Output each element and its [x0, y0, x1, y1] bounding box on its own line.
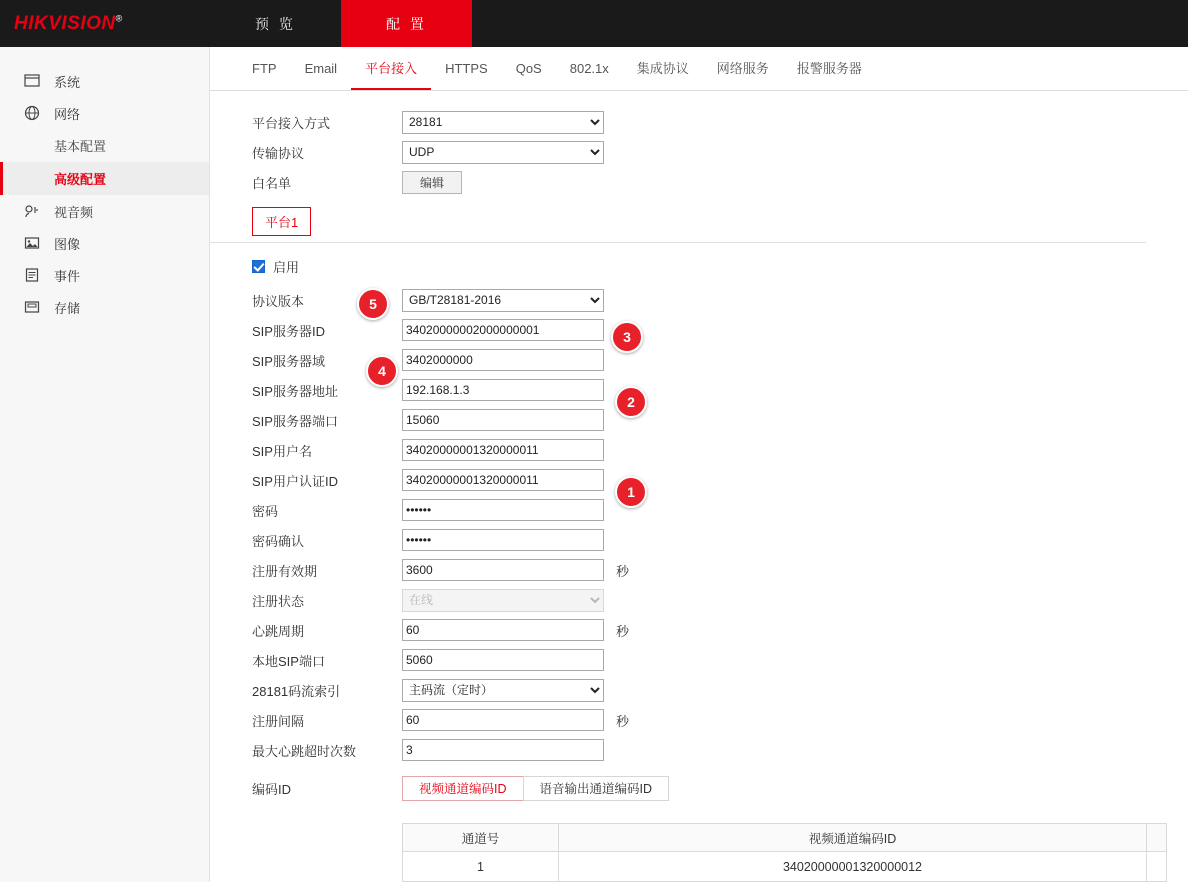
callout-badge-5: 5 [357, 288, 389, 320]
field-whitelist [252, 167, 1188, 197]
register-valid-period-input[interactable] [402, 559, 604, 581]
local-sip-port-input[interactable] [402, 649, 604, 671]
stream-index-select[interactable] [402, 679, 604, 702]
top-tab-preview[interactable]: 预 览 [255, 15, 296, 32]
sip-server-port-input[interactable] [402, 409, 604, 431]
code-id-tab-video-channel[interactable]: 视频通道编码ID [402, 776, 524, 801]
top-tab-configuration[interactable]: 配 置 [341, 0, 472, 47]
logo-registered-mark: ® [115, 13, 123, 24]
field-label: SIP用户名 [252, 443, 312, 459]
sidebar-subitem-advanced-config[interactable]: 高级配置 [0, 162, 209, 195]
field-label: 密码确认 [252, 533, 305, 549]
tab-platform-access[interactable]: 平台接入 [351, 48, 431, 90]
field-label: SIP服务器端口 [252, 413, 338, 429]
cell-video-channel-id: 34020000001320000012 [559, 852, 1147, 882]
max-heartbeat-timeout-input[interactable] [402, 739, 604, 761]
top-bar [0, 0, 1188, 47]
unit-label: 秒 [616, 623, 630, 639]
tab-8021x[interactable]: 802.1x [569, 61, 609, 76]
field-register-valid-period [252, 555, 1188, 585]
field-stream-index [252, 675, 1188, 705]
transport-protocol-select[interactable] [402, 141, 604, 164]
sidebar-item-video-audio[interactable] [0, 195, 209, 227]
field-label: SIP服务器域 [252, 353, 325, 369]
field-register-interval [252, 705, 1188, 735]
divider [210, 242, 1146, 243]
unit-label: 秒 [616, 713, 630, 729]
sidebar-item-storage[interactable] [0, 291, 209, 323]
password-input[interactable] [402, 499, 604, 521]
event-icon [22, 265, 42, 285]
code-id-table [402, 823, 1167, 882]
register-interval-input[interactable] [402, 709, 604, 731]
table-row[interactable] [403, 852, 1167, 882]
field-label: 28181码流索引 [252, 683, 341, 699]
tab-qos[interactable]: QoS [515, 61, 542, 76]
content-panel [210, 47, 1188, 882]
globe-icon [22, 103, 42, 123]
tab-integration-protocol[interactable]: 集成协议 [636, 61, 689, 76]
field-access-mode [252, 107, 1188, 137]
field-password-confirm [252, 525, 1188, 555]
tab-ftp[interactable]: FTP [252, 61, 277, 76]
table-header-video-channel-id: 视频通道编码ID [559, 824, 1147, 852]
sidebar-subitem-basic-config[interactable]: 基本配置 [54, 139, 107, 154]
image-icon [22, 233, 42, 253]
platform-tab-group [252, 207, 1188, 236]
storage-icon [22, 297, 42, 317]
field-password [252, 495, 1188, 525]
tab-email[interactable]: Email [304, 61, 338, 76]
sip-server-id-input[interactable] [402, 319, 604, 341]
field-heartbeat-cycle [252, 615, 1188, 645]
register-status-select [402, 589, 604, 612]
field-max-heartbeat-timeout [252, 735, 1188, 765]
tab-network-service[interactable]: 网络服务 [716, 61, 769, 76]
whitelist-edit-button[interactable]: 编辑 [402, 171, 462, 194]
sidebar-item-system[interactable] [0, 65, 209, 97]
code-id-tab-audio-output[interactable]: 语音输出通道编码ID [523, 776, 670, 801]
tab-https[interactable]: HTTPS [445, 61, 488, 76]
sidebar-item-label: 事件 [54, 268, 81, 284]
field-code-id [252, 765, 1188, 811]
field-sip-server-id [252, 315, 1188, 345]
field-local-sip-port [252, 645, 1188, 675]
platform-tab-1[interactable]: 平台1 [252, 207, 311, 236]
field-protocol-version [252, 285, 1188, 315]
field-label: 编码ID [252, 781, 292, 797]
field-label: 注册有效期 [252, 563, 318, 579]
field-enable[interactable] [252, 251, 1188, 281]
field-label: 注册间隔 [252, 713, 305, 729]
sidebar-item-label: 系统 [54, 74, 81, 90]
brand-logo [0, 0, 210, 47]
unit-label: 秒 [616, 563, 630, 579]
table-header-row [403, 824, 1167, 852]
content-tabbar [210, 47, 1188, 91]
top-nav-tabs [210, 0, 472, 47]
cell-channel: 1 [403, 852, 559, 882]
field-sip-server-port [252, 405, 1188, 435]
heartbeat-cycle-input[interactable] [402, 619, 604, 641]
field-label: SIP用户认证ID [252, 473, 338, 489]
field-label: 协议版本 [252, 293, 305, 309]
field-transport-protocol [252, 137, 1188, 167]
enable-label: 启用 [273, 259, 300, 275]
sip-auth-id-input[interactable] [402, 469, 604, 491]
field-label: 密码 [252, 503, 279, 519]
password-confirm-input[interactable] [402, 529, 604, 551]
table-header-channel: 通道号 [403, 824, 559, 852]
system-icon [22, 71, 42, 91]
platform-access-form [210, 91, 1188, 882]
sidebar-item-label: 网络 [54, 106, 81, 122]
sip-username-input[interactable] [402, 439, 604, 461]
table-header-extra [1147, 824, 1167, 852]
sidebar-item-network[interactable] [0, 97, 209, 129]
logo-text-hik: HIKVISION [14, 12, 116, 34]
enable-checkbox[interactable] [252, 260, 265, 273]
callout-badge-1: 1 [615, 476, 647, 508]
field-sip-username [252, 435, 1188, 465]
sip-server-address-input[interactable] [402, 379, 604, 401]
sidebar-item-event[interactable] [0, 259, 209, 291]
sidebar-item-label: 视音频 [54, 204, 94, 220]
access-mode-select[interactable] [402, 111, 604, 134]
field-label: 心跳周期 [252, 623, 305, 639]
av-icon [22, 201, 42, 221]
sidebar-item-label: 图像 [54, 236, 81, 252]
code-id-tab-group [402, 775, 669, 801]
code-id-table-wrap [402, 823, 1188, 882]
field-label: SIP服务器ID [252, 323, 325, 339]
sip-server-domain-input[interactable] [402, 349, 604, 371]
field-register-status [252, 585, 1188, 615]
field-label: 平台接入方式 [252, 115, 331, 131]
callout-badge-4: 4 [366, 355, 398, 387]
field-label: 本地SIP端口 [252, 653, 325, 669]
tab-alarm-server[interactable]: 报警服务器 [796, 61, 862, 76]
field-label: 传输协议 [252, 145, 305, 161]
field-label: 最大心跳超时次数 [252, 743, 357, 759]
field-label: 注册状态 [252, 593, 305, 609]
protocol-version-select[interactable] [402, 289, 604, 312]
sidebar [0, 47, 210, 882]
cell-extra [1147, 852, 1167, 882]
field-sip-auth-id [252, 465, 1188, 495]
sidebar-item-image[interactable] [0, 227, 209, 259]
callout-badge-2: 2 [615, 386, 647, 418]
field-label: SIP服务器地址 [252, 383, 338, 399]
sidebar-item-label: 存储 [54, 300, 81, 316]
field-label: 白名单 [252, 175, 292, 191]
callout-badge-3: 3 [611, 321, 643, 353]
